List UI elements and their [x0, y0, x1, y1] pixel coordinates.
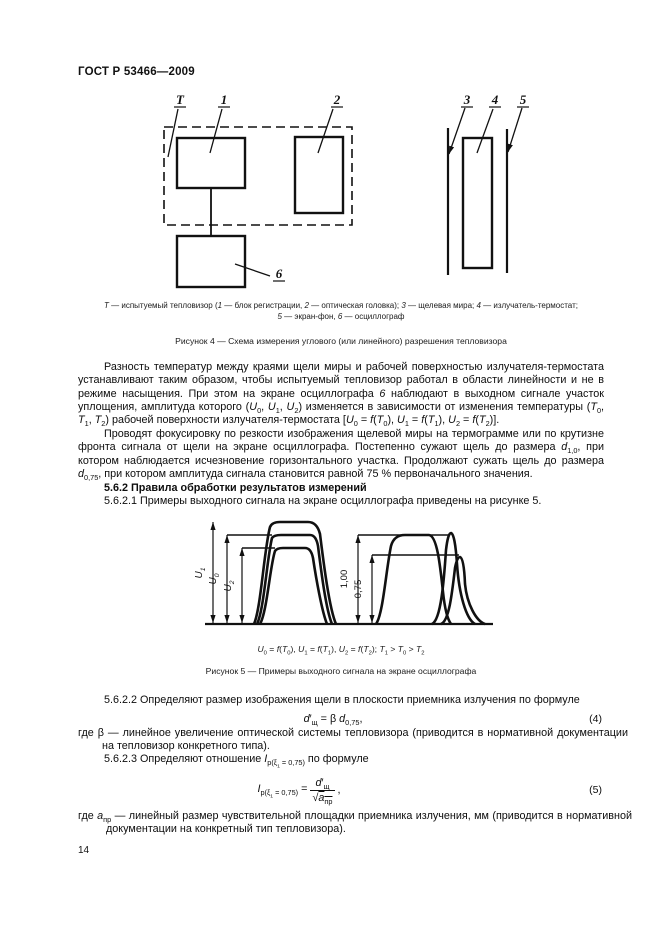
label-0-75: 0,75	[353, 579, 364, 599]
pulse-u2	[260, 548, 327, 624]
thermal-imager-dashed-outline	[164, 127, 352, 225]
formula-5-row	[78, 770, 604, 810]
formula-5-denominator: $√a_{пр}$	[312, 791, 333, 806]
label-u1: $U_1$	[194, 567, 207, 579]
leader-2	[318, 109, 333, 153]
leader-4	[477, 109, 493, 153]
callout-5: 5	[519, 92, 527, 107]
figure4-caption: Рисунок 4 — Схема измерения углового (или линейного) разрешения тепловизора	[175, 336, 507, 346]
leader-1	[210, 109, 222, 153]
formula-4-number: (4)	[589, 713, 602, 725]
label-u0: $U_0$	[208, 573, 221, 585]
formula-4: $d'_щ = \beta$ $d_{0,75}$,	[303, 713, 363, 728]
formula-5	[257, 777, 340, 804]
page-number: 14	[78, 845, 90, 856]
paragraph-focusing: Проводят фокусировку по резкости изображения щелевой миры на термограмме или по крутизне фронта сигнала от щели на экране осциллографа. Постепенно сужают щель до размера $d_{1,0}$, при котором наблюдается исчезновение горизонтального участка. Продолжают сужать щель до размера $d_{0,75}$, при котором амплитуда сигнала становится равной 75 % первоначального значения.	[78, 428, 604, 483]
registration-unit-box	[177, 138, 245, 188]
formula-5-lhs: $I_{р(\xi_1 = 0,75)}$ =	[257, 783, 308, 800]
label-u2: $U_2$	[223, 580, 236, 592]
short-narrow-pulse	[441, 557, 485, 624]
leader-5	[508, 108, 522, 152]
where-beta-text: где β — линейное увеличение оптической системы тепловизора (приводится в нормативной документации на тепловизор конкретного типа).	[78, 727, 628, 753]
callout-3: 3	[463, 92, 471, 107]
callout-1: 1	[220, 92, 228, 107]
figure4-legend-line2: 5 — экран-фон, 6 — осциллограф	[277, 312, 405, 321]
callout-t: Т	[176, 92, 184, 107]
figure4-legend-line1: Т — испытуемый тепловизор (1 — блок регистрации, 2 — оптическая головка); 3 — щелевая мира; 4 — излучатель-термостат;	[104, 301, 578, 310]
formula-5-comma: ,	[337, 784, 341, 796]
figure5-caption: Рисунок 5 — Примеры выходного сигнала на экране осциллографа	[205, 666, 477, 676]
formula-4-row	[78, 710, 604, 728]
formula-5-fraction	[310, 777, 334, 804]
paragraph-temperature-difference: Разность температур между краями щели миры и рабочей поверхностью излучателя-термостата устанавливают таким образом, чтобы испытуемый тепловизор работал в области линейности и не в режиме насыщения. При этом на экране осциллографа 6 наблюдают в выходном сигнале участок уплощения, амплитуда которого ($U_0$, $U_1$, $U_2$) изменяется в зависимости от изменения температуры ($T_0$, $T_1$, $T_2$) рабочей поверхности излучателя-термостата [$U_0 = f(T_0)$, $U_1 = f(T_1)$, $U_2 = f(T_2)$].	[78, 361, 605, 429]
section-562-heading: 5.6.2 Правила обработки результатов измерений	[104, 482, 367, 494]
formula-5-numerator: $d'_щ$	[310, 777, 334, 791]
label-1-00: 1,00	[339, 569, 350, 589]
section-5623-text: 5.6.2.3 Определяют отношение $I_{р(\xi_1 = 0,75)}$ по формуле	[104, 753, 369, 770]
section-5621-text: 5.6.2.1 Примеры выходного сигнала на экране осциллографа приведены на рисунке 5.	[104, 495, 542, 507]
where-apr-text: где $a_{пр}$ — линейный размер чувствительной площадки приемника излучения, мм (приводится в нормативной документации на конкретный тип тепловизора).	[78, 810, 633, 836]
leader-6	[235, 264, 270, 276]
callout-4: 4	[491, 92, 499, 107]
callout-6: 6	[275, 266, 283, 281]
figure5-conditions: $U_0 = f(T_0)$, $U_1 = f(T_1)$, $U_2 = f(T_2)$; $T_1 > T_0 > T_2$	[257, 644, 425, 657]
section-5622-text: 5.6.2.2 Определяют размер изображения щели в плоскости приемника излучения по формуле	[104, 694, 580, 706]
formula-5-number: (5)	[589, 784, 602, 796]
emitter-thermostat-box	[463, 138, 492, 268]
figure5-plot	[180, 512, 510, 638]
callout-2: 2	[333, 92, 341, 107]
oscilloscope-box	[177, 236, 245, 287]
page-title: ГОСТ Р 53466—2009	[78, 66, 195, 78]
figure4-schematic	[140, 88, 560, 293]
